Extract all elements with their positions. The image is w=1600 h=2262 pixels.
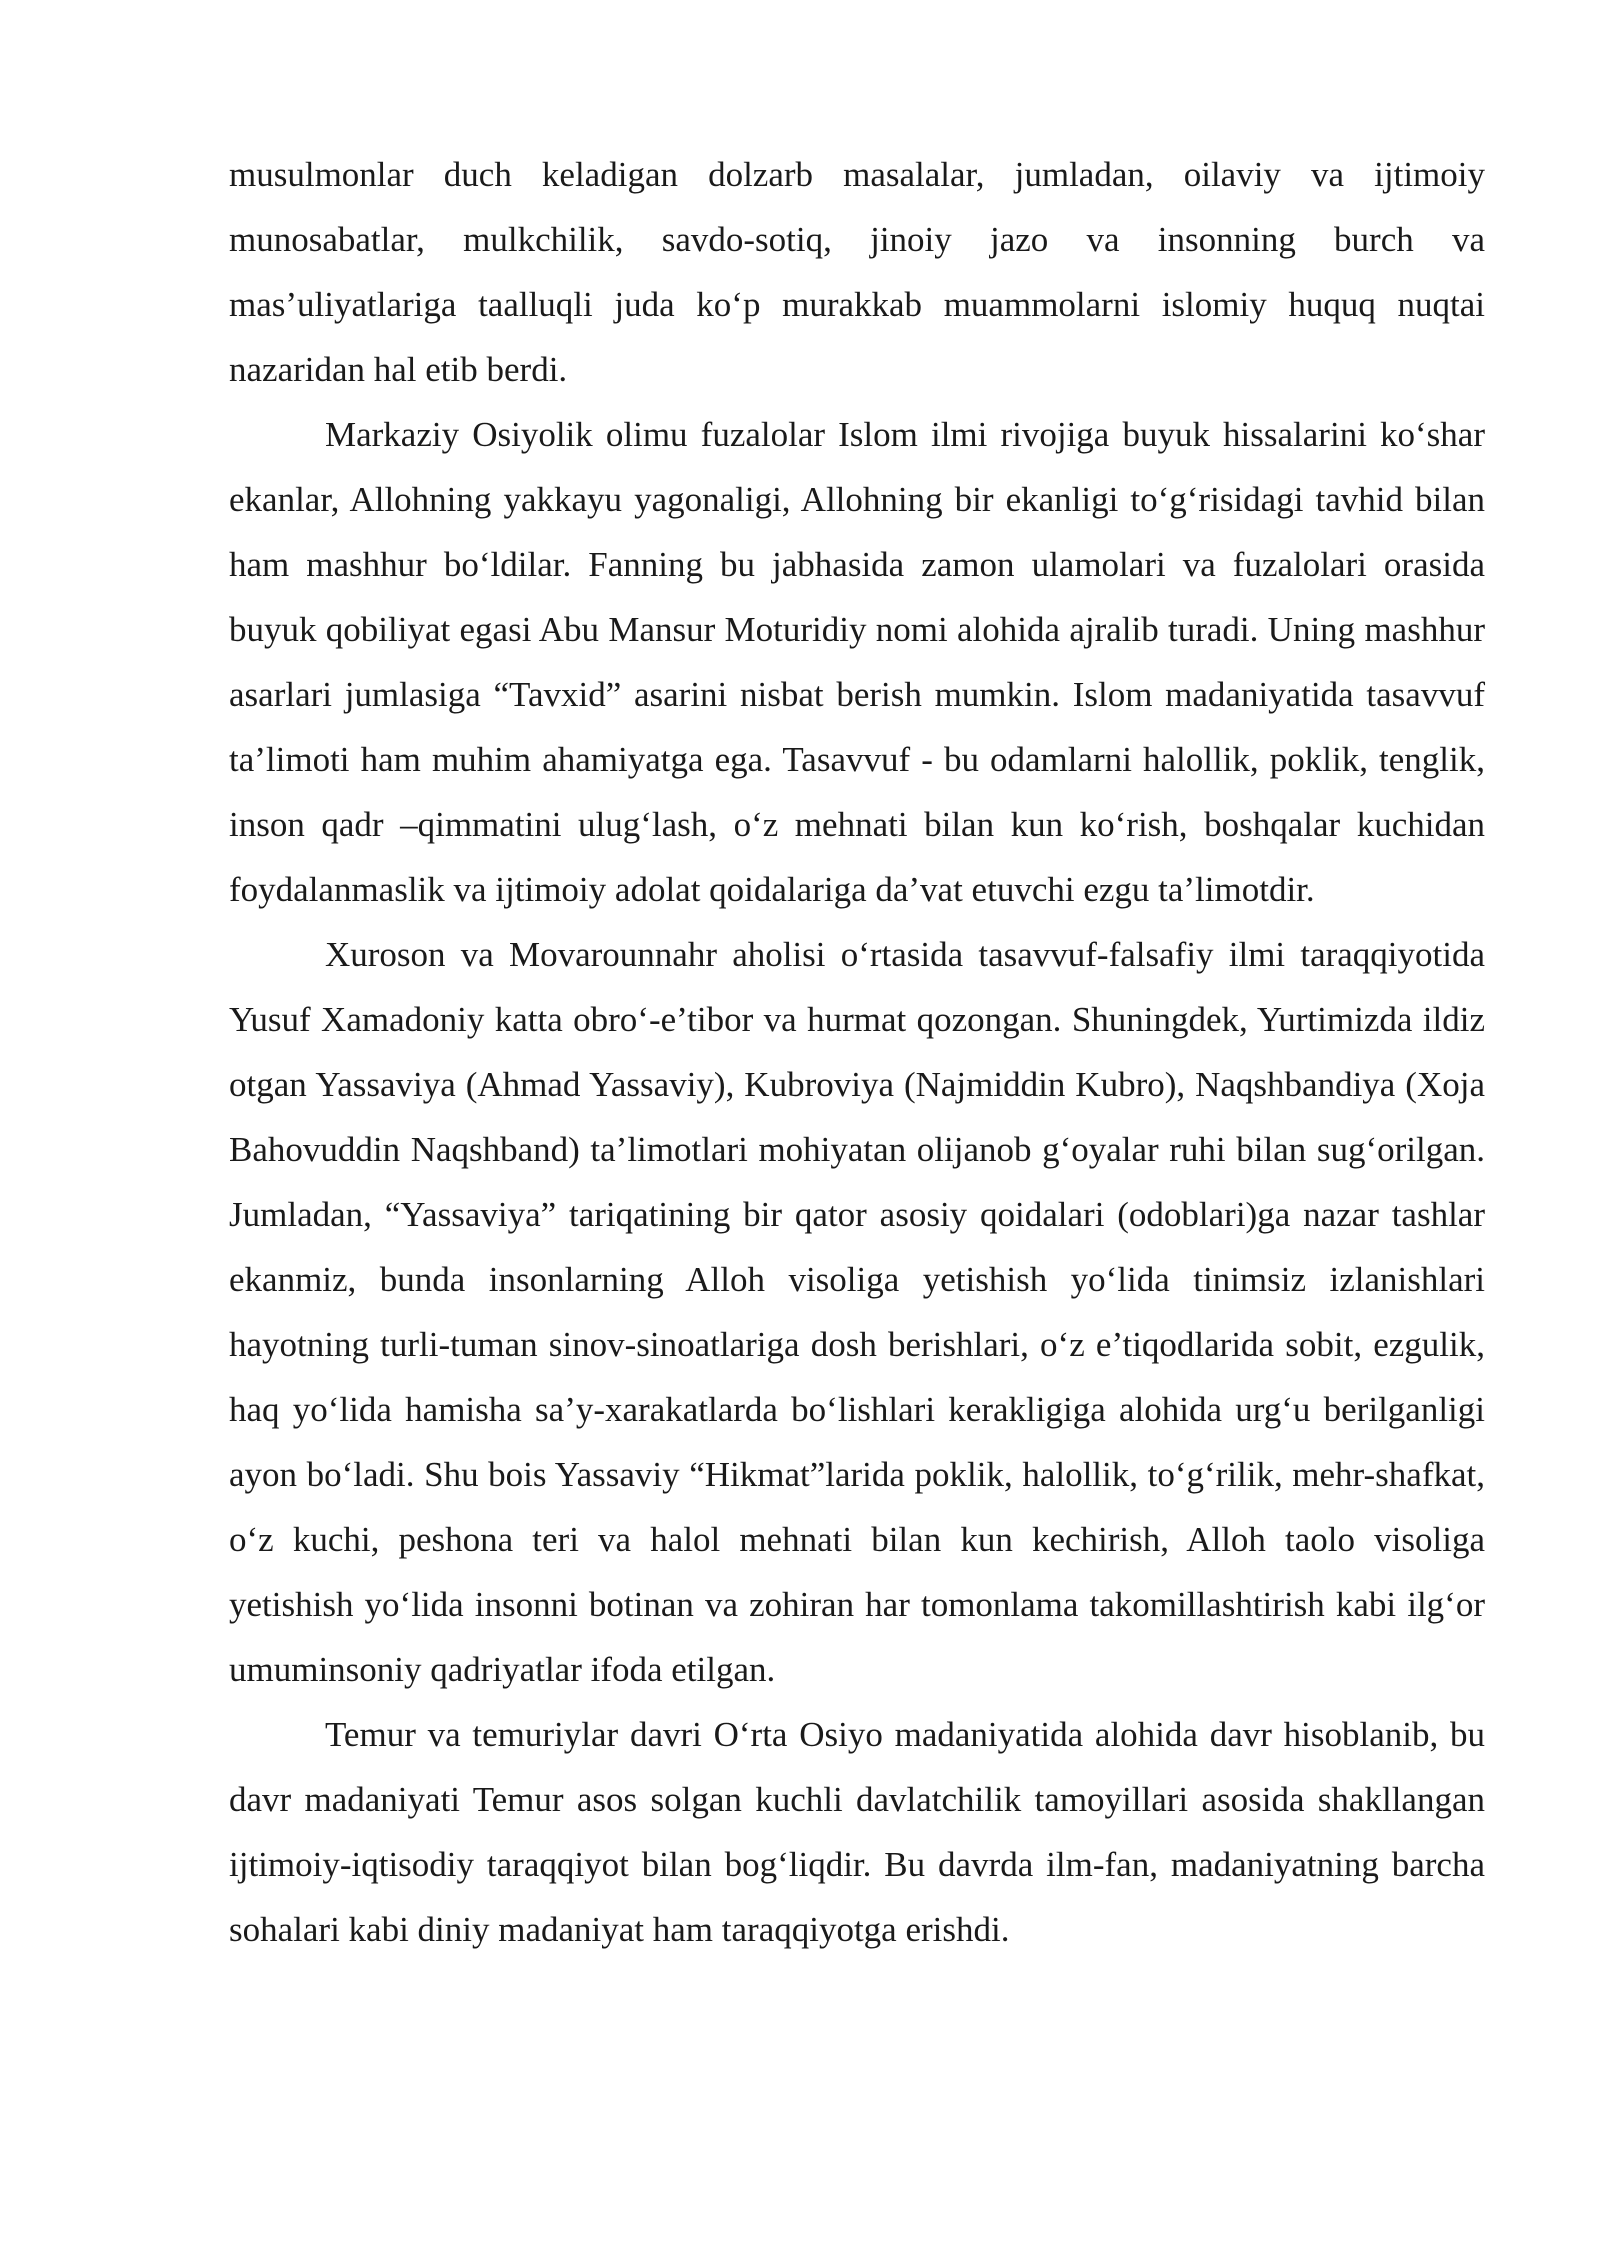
paragraph-3: Xuroson va Movarounnahr aholisi o‘rtasida tasavvuf-falsafiy ilmi taraqqiyotida Yusuf Xamadoniy katta obro‘-e’tibor va hurmat qozongan. Shuningdek, Yurtimizda ildiz otgan Yassaviya (Ahmad Yassaviy), Kubroviya (Najmiddin Kubro), Naqshbandiya (Xoja Bahovuddin Naqshband) ta’limotlari mohiyatan olijanob g‘oyalar ruhi bilan sug‘orilgan. Jumladan, “Yassaviya” tariqatining bir qator asosiy qoidalari (odoblari)ga nazar tashlar ekanmiz, bunda insonlarning Alloh visoliga yetishish yo‘lida tinimsiz izlanishlari hayotning turli-tuman sinov-sinoatlariga dosh berishlari, o‘z e’tiqodlarida sobit, ezgulik, haq yo‘lida hamisha sa’y-xarakatlarda bo‘lishlari kerakligiga alohida urg‘u berilganligi ayon bo‘ladi. Shu bois Yassaviy “Hikmat”larida poklik, halollik, to‘g‘rilik, mehr-shafkat, o‘z kuchi, peshona teri va halol mehnati bilan kun kechirish, Alloh taolo visoliga yetishish yo‘lida insonni botinan va zohiran har tomonlama takomillashtirish kabi ilg‘or umuminsoniy qadriyatlar ifoda etilgan. [229,935,1485,1689]
paragraph-2: Markaziy Osiyolik olimu fuzalolar Islom ilmi rivojiga buyuk hissalarini ko‘shar ekanlar, Allohning yakkayu yagonaligi, Allohning bir ekanligi to‘g‘risidagi tavhid bilan ham mashhur bo‘ldilar. Fanning bu jabhasida zamon ulamolari va fuzalolari orasida buyuk qobiliyat egasi Abu Mansur Moturidiy nomi alohida ajralib turadi. Uning mashhur asarlari jumlasiga “Tavxid” asarini nisbat berish mumkin. Islom madaniyatida tasavvuf ta’limoti ham muhim ahamiyatga ega. Tasavvuf - bu odamlarni halollik, poklik, tenglik, inson qadr –qimmatini ulug‘lash, o‘z mehnati bilan kun ko‘rish, boshqalar kuchidan foydalanmaslik va ijtimoiy adolat qoidalariga da’vat etuvchi ezgu ta’limotdir. [229,415,1485,909]
paragraph-1: musulmonlar duch keladigan dolzarb masalalar, jumladan, oilaviy va ijtimoiy munosabatlar, mulkchilik, savdo-sotiq, jinoiy jazo va insonning burch va mas’uliyatlariga taalluqli juda ko‘p murakkab muammolarni islomiy huquq nuqtai nazaridan hal etib berdi. [229,155,1485,389]
paragraph-4: Temur va temuriylar davri O‘rta Osiyo madaniyatida alohida davr hisoblanib, bu davr madaniyati Temur asos solgan kuchli davlatchilik tamoyillari asosida shakllangan ijtimoiy-iqtisodiy taraqqiyot bilan bog‘liqdir. Bu davrda ilm-fan, madaniyatning barcha sohalari kabi diniy madaniyat ham taraqqiyotga erishdi. [229,1715,1485,1949]
document-page [229,142,1485,1962]
